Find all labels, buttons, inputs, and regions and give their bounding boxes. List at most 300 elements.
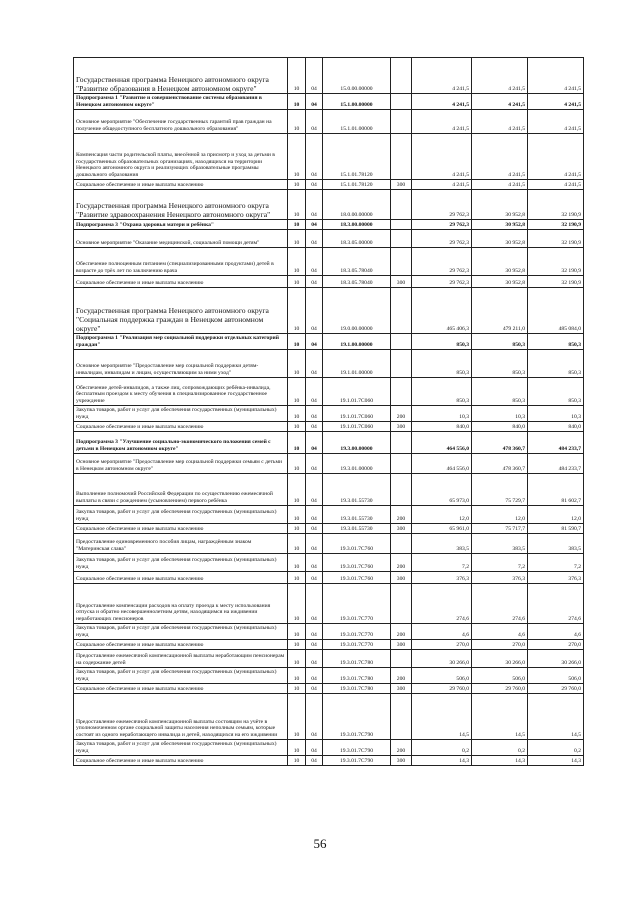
row-name: Основное мероприятие "Оказание медицинской, социальной помощи детям" bbox=[74, 230, 288, 248]
amount-year-1: 30 266,0 bbox=[412, 650, 472, 668]
expense-type-code: 300 bbox=[391, 524, 412, 534]
expense-type-code bbox=[391, 220, 412, 230]
table-row bbox=[74, 432, 584, 454]
section-code: 10 bbox=[288, 584, 306, 624]
section-code: 10 bbox=[288, 110, 306, 134]
table-row bbox=[74, 94, 584, 110]
row-name: Закупка товаров, работ и услуг для обеспечения государственных (муниципальных) нужд bbox=[74, 506, 288, 524]
section-code: 10 bbox=[288, 554, 306, 572]
expense-type-code bbox=[391, 474, 412, 506]
amount-year-2: 30 952,8 bbox=[472, 230, 528, 248]
section-code: 10 bbox=[288, 288, 306, 334]
expense-type-code bbox=[391, 94, 412, 110]
target-article-code: 15.1.00.00000 bbox=[323, 94, 391, 110]
section-code: 10 bbox=[288, 474, 306, 506]
target-article-code: 19.1.00.00000 bbox=[323, 334, 391, 350]
amount-year-1: 29 760,0 bbox=[412, 684, 472, 694]
budget-table-body bbox=[74, 58, 584, 766]
amount-year-2: 478 360,7 bbox=[472, 454, 528, 474]
section-code: 10 bbox=[288, 378, 306, 406]
table-row bbox=[74, 740, 584, 756]
table-row bbox=[74, 454, 584, 474]
section-code: 10 bbox=[288, 756, 306, 766]
amount-year-3: 32 190,9 bbox=[528, 190, 584, 220]
section-code: 10 bbox=[288, 454, 306, 474]
amount-year-3: 10,3 bbox=[528, 406, 584, 422]
target-article-code: 19.3.01.7C770 bbox=[323, 640, 391, 650]
row-name: Предоставление ежемесячной компенсационной выплаты неработающим пенсионерам на содержание детей bbox=[74, 650, 288, 668]
amount-year-1: 29 762,3 bbox=[412, 248, 472, 276]
amount-year-3: 485 084,0 bbox=[528, 288, 584, 334]
expense-type-code bbox=[391, 334, 412, 350]
amount-year-2: 4,6 bbox=[472, 624, 528, 640]
target-article-code: 18.0.00.00000 bbox=[323, 190, 391, 220]
section-code: 10 bbox=[288, 334, 306, 350]
subsection-code: 04 bbox=[306, 110, 323, 134]
target-article-code: 18.3.00.00000 bbox=[323, 220, 391, 230]
amount-year-1: 29 762,3 bbox=[412, 220, 472, 230]
amount-year-1: 4 241,5 bbox=[412, 58, 472, 94]
table-row bbox=[74, 640, 584, 650]
amount-year-1: 7,2 bbox=[412, 554, 472, 572]
target-article-code: 15.1.01.78120 bbox=[323, 180, 391, 190]
subsection-code: 04 bbox=[306, 740, 323, 756]
expense-type-code: 200 bbox=[391, 740, 412, 756]
amount-year-3: 81 602,7 bbox=[528, 474, 584, 506]
target-article-code: 19.0.00.00000 bbox=[323, 288, 391, 334]
amount-year-3: 376,3 bbox=[528, 572, 584, 584]
row-name: Обеспечение детей-инвалидов, а также лиц, сопровождающих ребёнка-инвалида, бесплатным проездом к месту обучения в специализированное государственное учреждение bbox=[74, 378, 288, 406]
section-code: 10 bbox=[288, 668, 306, 684]
amount-year-3: 4 241,5 bbox=[528, 110, 584, 134]
target-article-code: 19.3.01.7C760 bbox=[323, 554, 391, 572]
table-row bbox=[74, 650, 584, 668]
subsection-code: 04 bbox=[306, 506, 323, 524]
section-code: 10 bbox=[288, 506, 306, 524]
table-row bbox=[74, 524, 584, 534]
amount-year-2: 7,2 bbox=[472, 554, 528, 572]
page-number: 56 bbox=[313, 836, 327, 851]
section-code: 10 bbox=[288, 134, 306, 180]
amount-year-3: 274,6 bbox=[528, 584, 584, 624]
table-row bbox=[74, 684, 584, 694]
amount-year-1: 65 973,0 bbox=[412, 474, 472, 506]
row-name: Закупка товаров, работ и услуг для обеспечения государственных (муниципальных) нужд bbox=[74, 624, 288, 640]
amount-year-1: 464 556,0 bbox=[412, 432, 472, 454]
section-code: 10 bbox=[288, 740, 306, 756]
expense-type-code: 200 bbox=[391, 624, 412, 640]
subsection-code: 04 bbox=[306, 230, 323, 248]
amount-year-1: 840,0 bbox=[412, 422, 472, 432]
section-code: 10 bbox=[288, 58, 306, 94]
amount-year-2: 850,3 bbox=[472, 378, 528, 406]
table-row bbox=[74, 554, 584, 572]
expense-type-code: 300 bbox=[391, 684, 412, 694]
amount-year-1: 850,3 bbox=[412, 334, 472, 350]
amount-year-3: 484 233,7 bbox=[528, 454, 584, 474]
expense-type-code bbox=[391, 230, 412, 248]
expense-type-code: 300 bbox=[391, 422, 412, 432]
amount-year-3: 14,3 bbox=[528, 756, 584, 766]
subsection-code: 04 bbox=[306, 248, 323, 276]
amount-year-2: 12,0 bbox=[472, 506, 528, 524]
amount-year-3: 4 241,5 bbox=[528, 134, 584, 180]
target-article-code: 19.3.01.7C790 bbox=[323, 740, 391, 756]
expense-type-code: 300 bbox=[391, 756, 412, 766]
amount-year-1: 465 406,3 bbox=[412, 288, 472, 334]
subsection-code: 04 bbox=[306, 454, 323, 474]
target-article-code: 18.3.05.00000 bbox=[323, 230, 391, 248]
amount-year-1: 10,3 bbox=[412, 406, 472, 422]
subsection-code: 04 bbox=[306, 524, 323, 534]
subsection-code: 04 bbox=[306, 584, 323, 624]
expense-type-code: 300 bbox=[391, 276, 412, 288]
target-article-code: 19.1.01.00000 bbox=[323, 350, 391, 378]
section-code: 10 bbox=[288, 534, 306, 554]
subsection-code: 04 bbox=[306, 288, 323, 334]
expense-type-code bbox=[391, 534, 412, 554]
table-row bbox=[74, 378, 584, 406]
target-article-code: 19.3.01.7C780 bbox=[323, 684, 391, 694]
amount-year-1: 376,3 bbox=[412, 572, 472, 584]
amount-year-2: 30 952,8 bbox=[472, 190, 528, 220]
table-row bbox=[74, 584, 584, 624]
row-name: Предоставление компенсации расходов на оплату проезда к месту использования отпуска и обратно несовершеннолетним детям, находящимся на иждивении неработающих пенсионеров bbox=[74, 584, 288, 624]
subsection-code: 04 bbox=[306, 572, 323, 584]
target-article-code: 18.3.05.78040 bbox=[323, 276, 391, 288]
expense-type-code bbox=[391, 584, 412, 624]
table-row bbox=[74, 668, 584, 684]
table-row bbox=[74, 756, 584, 766]
subsection-code: 04 bbox=[306, 668, 323, 684]
subsection-code: 04 bbox=[306, 640, 323, 650]
target-article-code: 19.3.01.7C770 bbox=[323, 624, 391, 640]
target-article-code: 19.3.01.7C780 bbox=[323, 668, 391, 684]
table-row bbox=[74, 288, 584, 334]
amount-year-2: 4 241,5 bbox=[472, 134, 528, 180]
section-code: 10 bbox=[288, 640, 306, 650]
section-code: 10 bbox=[288, 406, 306, 422]
section-code: 10 bbox=[288, 650, 306, 668]
amount-year-1: 4 241,5 bbox=[412, 94, 472, 110]
row-name: Подпрограмма 3 "Улучшение социально-экономического положения семей с детьми в Ненецком автономном округе" bbox=[74, 432, 288, 454]
amount-year-2: 840,0 bbox=[472, 422, 528, 432]
table-row bbox=[74, 190, 584, 220]
expense-type-code: 200 bbox=[391, 506, 412, 524]
amount-year-3: 850,3 bbox=[528, 378, 584, 406]
target-article-code: 19.3.01.7C790 bbox=[323, 756, 391, 766]
subsection-code: 04 bbox=[306, 624, 323, 640]
amount-year-2: 479 211,0 bbox=[472, 288, 528, 334]
subsection-code: 04 bbox=[306, 350, 323, 378]
subsection-code: 04 bbox=[306, 190, 323, 220]
row-name: Закупка товаров, работ и услуг для обеспечения государственных (муниципальных) нужд bbox=[74, 740, 288, 756]
subsection-code: 04 bbox=[306, 694, 323, 740]
amount-year-2: 850,3 bbox=[472, 334, 528, 350]
target-article-code: 19.3.01.7C770 bbox=[323, 584, 391, 624]
expense-type-code bbox=[391, 134, 412, 180]
row-name: Основное мероприятие "Обеспечение государственных гарантий прав граждан на получение общедоступного бесплатного дошкольного образования" bbox=[74, 110, 288, 134]
table-row bbox=[74, 474, 584, 506]
table-row bbox=[74, 180, 584, 190]
amount-year-2: 30 266,0 bbox=[472, 650, 528, 668]
amount-year-1: 506,0 bbox=[412, 668, 472, 684]
row-name: Закупка товаров, работ и услуг для обеспечения государственных (муниципальных) нужд bbox=[74, 406, 288, 422]
row-name: Предоставление единовременного пособия лицам, награждённым знаком "Материнская слава" bbox=[74, 534, 288, 554]
amount-year-3: 840,0 bbox=[528, 422, 584, 432]
amount-year-1: 4 241,5 bbox=[412, 180, 472, 190]
expense-type-code: 200 bbox=[391, 406, 412, 422]
amount-year-3: 81 590,7 bbox=[528, 524, 584, 534]
amount-year-2: 383,5 bbox=[472, 534, 528, 554]
target-article-code: 18.3.05.78040 bbox=[323, 248, 391, 276]
amount-year-2: 75 717,7 bbox=[472, 524, 528, 534]
section-code: 10 bbox=[288, 94, 306, 110]
amount-year-3: 4 241,5 bbox=[528, 58, 584, 94]
target-article-code: 15.1.01.00000 bbox=[323, 110, 391, 134]
table-row bbox=[74, 248, 584, 276]
target-article-code: 19.1.01.7C060 bbox=[323, 422, 391, 432]
subsection-code: 04 bbox=[306, 406, 323, 422]
amount-year-2: 75 729,7 bbox=[472, 474, 528, 506]
row-name: Социальное обеспечение и иные выплаты населению bbox=[74, 640, 288, 650]
row-name: Основное мероприятие "Предоставление мер социальной поддержки семьям с детьми в Ненецком автономном округе" bbox=[74, 454, 288, 474]
subsection-code: 04 bbox=[306, 134, 323, 180]
section-code: 10 bbox=[288, 524, 306, 534]
section-code: 10 bbox=[288, 220, 306, 230]
target-article-code: 15.0.00.00000 bbox=[323, 58, 391, 94]
row-name: Социальное обеспечение и иные выплаты населению bbox=[74, 756, 288, 766]
amount-year-3: 270,0 bbox=[528, 640, 584, 650]
amount-year-3: 4 241,5 bbox=[528, 94, 584, 110]
amount-year-2: 14,5 bbox=[472, 694, 528, 740]
row-name: Государственная программа Ненецкого автономного округа "Социальная поддержка граждан в Ненецком автономном округе" bbox=[74, 288, 288, 334]
target-article-code: 19.3.01.55730 bbox=[323, 474, 391, 506]
amount-year-2: 4 241,5 bbox=[472, 180, 528, 190]
amount-year-3: 32 190,9 bbox=[528, 276, 584, 288]
expense-type-code bbox=[391, 110, 412, 134]
budget-table-container bbox=[73, 57, 584, 766]
amount-year-1: 14,3 bbox=[412, 756, 472, 766]
expense-type-code bbox=[391, 694, 412, 740]
expense-type-code: 300 bbox=[391, 572, 412, 584]
subsection-code: 04 bbox=[306, 378, 323, 406]
subsection-code: 04 bbox=[306, 650, 323, 668]
row-name: Обеспечение полноценным питанием (специализированными продуктами) детей в возрасте до трёх лет по заключению врача bbox=[74, 248, 288, 276]
amount-year-2: 30 952,8 bbox=[472, 248, 528, 276]
expense-type-code bbox=[391, 350, 412, 378]
amount-year-1: 850,3 bbox=[412, 378, 472, 406]
subsection-code: 04 bbox=[306, 422, 323, 432]
amount-year-3: 850,3 bbox=[528, 350, 584, 378]
amount-year-1: 850,3 bbox=[412, 350, 472, 378]
expense-type-code: 200 bbox=[391, 668, 412, 684]
section-code: 10 bbox=[288, 694, 306, 740]
row-name: Социальное обеспечение и иные выплаты населению bbox=[74, 684, 288, 694]
expense-type-code bbox=[391, 190, 412, 220]
amount-year-2: 478 360,7 bbox=[472, 432, 528, 454]
target-article-code: 19.1.01.7C060 bbox=[323, 378, 391, 406]
section-code: 10 bbox=[288, 350, 306, 378]
subsection-code: 04 bbox=[306, 276, 323, 288]
amount-year-1: 274,6 bbox=[412, 584, 472, 624]
amount-year-1: 65 961,0 bbox=[412, 524, 472, 534]
amount-year-1: 29 762,3 bbox=[412, 190, 472, 220]
amount-year-1: 14,5 bbox=[412, 694, 472, 740]
amount-year-3: 383,5 bbox=[528, 534, 584, 554]
target-article-code: 19.3.01.7C760 bbox=[323, 534, 391, 554]
table-row bbox=[74, 276, 584, 288]
table-row bbox=[74, 230, 584, 248]
table-row bbox=[74, 134, 584, 180]
target-article-code: 19.3.01.55730 bbox=[323, 524, 391, 534]
row-name: Предоставление ежемесячной компенсационной выплаты состоящим на учёте в уполномоченном органе социальной защиты населения неполным семьям, которые состоят из одного неработающего инвалида и детей, находящихся на его иждивении bbox=[74, 694, 288, 740]
amount-year-3: 12,0 bbox=[528, 506, 584, 524]
table-row bbox=[74, 506, 584, 524]
amount-year-2: 270,0 bbox=[472, 640, 528, 650]
amount-year-1: 29 762,3 bbox=[412, 276, 472, 288]
target-article-code: 19.3.00.00000 bbox=[323, 432, 391, 454]
amount-year-3: 850,3 bbox=[528, 334, 584, 350]
subsection-code: 04 bbox=[306, 220, 323, 230]
amount-year-3: 32 190,9 bbox=[528, 248, 584, 276]
expense-type-code bbox=[391, 432, 412, 454]
expense-type-code bbox=[391, 650, 412, 668]
row-name: Подпрограмма 1 "Развитие и совершенствование системы образования в Ненецком автономном округе" bbox=[74, 94, 288, 110]
expense-type-code bbox=[391, 454, 412, 474]
subsection-code: 04 bbox=[306, 334, 323, 350]
row-name: Социальное обеспечение и иные выплаты населению bbox=[74, 180, 288, 190]
amount-year-1: 0,2 bbox=[412, 740, 472, 756]
amount-year-2: 14,3 bbox=[472, 756, 528, 766]
amount-year-3: 14,5 bbox=[528, 694, 584, 740]
row-name: Закупка товаров, работ и услуг для обеспечения государственных (муниципальных) нужд bbox=[74, 668, 288, 684]
subsection-code: 04 bbox=[306, 58, 323, 94]
amount-year-2: 10,3 bbox=[472, 406, 528, 422]
row-name: Выполнение полномочий Российской Федерации по осуществлению ежемесячной выплаты в связи с рождением (усыновлением) первого ребёнка bbox=[74, 474, 288, 506]
amount-year-3: 0,2 bbox=[528, 740, 584, 756]
amount-year-1: 4 241,5 bbox=[412, 134, 472, 180]
amount-year-3: 484 233,7 bbox=[528, 432, 584, 454]
amount-year-2: 0,2 bbox=[472, 740, 528, 756]
amount-year-1: 383,5 bbox=[412, 534, 472, 554]
target-article-code: 19.3.01.55730 bbox=[323, 506, 391, 524]
section-code: 10 bbox=[288, 248, 306, 276]
target-article-code: 15.1.01.78120 bbox=[323, 134, 391, 180]
amount-year-1: 4 241,5 bbox=[412, 110, 472, 134]
amount-year-2: 30 952,8 bbox=[472, 220, 528, 230]
expense-type-code: 200 bbox=[391, 554, 412, 572]
subsection-code: 04 bbox=[306, 534, 323, 554]
amount-year-3: 4,6 bbox=[528, 624, 584, 640]
table-row bbox=[74, 572, 584, 584]
table-row bbox=[74, 694, 584, 740]
row-name: Социальное обеспечение и иные выплаты населению bbox=[74, 524, 288, 534]
row-name: Социальное обеспечение и иные выплаты населению bbox=[74, 572, 288, 584]
row-name: Подпрограмма 3 "Охрана здоровья матери и ребёнка" bbox=[74, 220, 288, 230]
section-code: 10 bbox=[288, 684, 306, 694]
row-name: Закупка товаров, работ и услуг для обеспечения государственных (муниципальных) нужд bbox=[74, 554, 288, 572]
amount-year-3: 4 241,5 bbox=[528, 180, 584, 190]
row-name: Государственная программа Ненецкого автономного округа "Развитие образования в Ненецком автономном округе" bbox=[74, 58, 288, 94]
table-row bbox=[74, 624, 584, 640]
amount-year-1: 4,6 bbox=[412, 624, 472, 640]
table-row bbox=[74, 534, 584, 554]
section-code: 10 bbox=[288, 624, 306, 640]
subsection-code: 04 bbox=[306, 554, 323, 572]
subsection-code: 04 bbox=[306, 756, 323, 766]
target-article-code: 19.3.01.7C760 bbox=[323, 572, 391, 584]
amount-year-3: 30 266,0 bbox=[528, 650, 584, 668]
subsection-code: 04 bbox=[306, 180, 323, 190]
expense-type-code: 300 bbox=[391, 180, 412, 190]
budget-table bbox=[73, 57, 584, 766]
section-code: 10 bbox=[288, 422, 306, 432]
row-name: Основное мероприятие "Предоставление мер социальной поддержки детям-инвалидам, инвалидам и лицам, осуществляющим за ними уход" bbox=[74, 350, 288, 378]
subsection-code: 04 bbox=[306, 432, 323, 454]
amount-year-2: 29 760,0 bbox=[472, 684, 528, 694]
target-article-code: 19.1.01.7C060 bbox=[323, 406, 391, 422]
table-row bbox=[74, 406, 584, 422]
amount-year-2: 30 952,8 bbox=[472, 276, 528, 288]
row-name: Социальное обеспечение и иные выплаты населению bbox=[74, 422, 288, 432]
amount-year-2: 274,6 bbox=[472, 584, 528, 624]
target-article-code: 19.3.01.7C790 bbox=[323, 694, 391, 740]
expense-type-code bbox=[391, 288, 412, 334]
subsection-code: 04 bbox=[306, 684, 323, 694]
expense-type-code bbox=[391, 248, 412, 276]
section-code: 10 bbox=[288, 276, 306, 288]
target-article-code: 19.3.01.00000 bbox=[323, 454, 391, 474]
amount-year-3: 506,0 bbox=[528, 668, 584, 684]
amount-year-2: 4 241,5 bbox=[472, 58, 528, 94]
amount-year-3: 32 190,9 bbox=[528, 230, 584, 248]
expense-type-code: 300 bbox=[391, 640, 412, 650]
section-code: 10 bbox=[288, 230, 306, 248]
row-name: Компенсация части родительской платы, внесённой за присмотр и уход за детьми в государственных образовательных организациях, находящихся на территории Ненецкого автономного округа и реализующих образовательные программы дошкольного образования bbox=[74, 134, 288, 180]
amount-year-2: 4 241,5 bbox=[472, 110, 528, 134]
table-row bbox=[74, 422, 584, 432]
table-row bbox=[74, 350, 584, 378]
row-name: Государственная программа Ненецкого автономного округа "Развитие здравоохранения Ненецкого автономного округа" bbox=[74, 190, 288, 220]
expense-type-code bbox=[391, 58, 412, 94]
amount-year-2: 506,0 bbox=[472, 668, 528, 684]
table-row bbox=[74, 220, 584, 230]
amount-year-2: 376,3 bbox=[472, 572, 528, 584]
amount-year-1: 29 762,3 bbox=[412, 230, 472, 248]
expense-type-code bbox=[391, 378, 412, 406]
subsection-code: 04 bbox=[306, 94, 323, 110]
table-row bbox=[74, 58, 584, 94]
amount-year-3: 29 760,0 bbox=[528, 684, 584, 694]
subsection-code: 04 bbox=[306, 474, 323, 506]
amount-year-2: 850,3 bbox=[472, 350, 528, 378]
row-name: Социальное обеспечение и иные выплаты населению bbox=[74, 276, 288, 288]
amount-year-3: 7,2 bbox=[528, 554, 584, 572]
row-name: Подпрограмма 1 "Реализация мер социальной поддержки отдельных категорий граждан" bbox=[74, 334, 288, 350]
table-row bbox=[74, 334, 584, 350]
amount-year-3: 32 190,9 bbox=[528, 220, 584, 230]
amount-year-2: 4 241,5 bbox=[472, 94, 528, 110]
amount-year-1: 464 556,0 bbox=[412, 454, 472, 474]
section-code: 10 bbox=[288, 180, 306, 190]
section-code: 10 bbox=[288, 432, 306, 454]
amount-year-1: 12,0 bbox=[412, 506, 472, 524]
section-code: 10 bbox=[288, 190, 306, 220]
section-code: 10 bbox=[288, 572, 306, 584]
target-article-code: 19.3.01.7C780 bbox=[323, 650, 391, 668]
table-row bbox=[74, 110, 584, 134]
